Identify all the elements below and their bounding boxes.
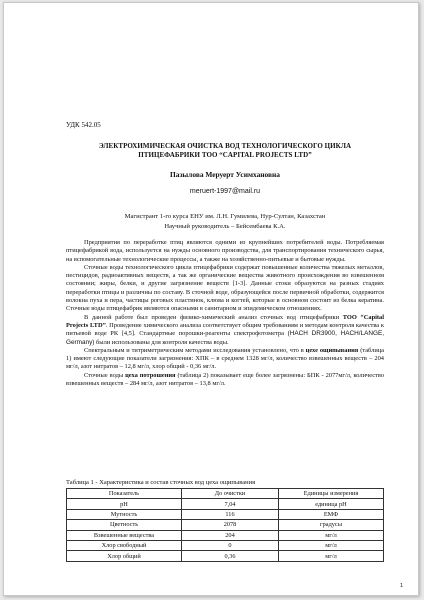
header-units: Единицы измерения [279, 489, 384, 499]
table-cell: ЕМФ [279, 509, 384, 519]
table-row [67, 520, 384, 530]
document-page [3, 2, 419, 596]
author-email: meruert-1997@mail.ru [189, 188, 261, 195]
paragraph-4-text: Спектральным и титриметрическим методами исследования установлено, что в [84, 346, 306, 354]
table-cell: 0,36 [182, 551, 279, 561]
paragraph-4 [66, 347, 384, 372]
table-cell: Хлор свободный [67, 540, 182, 550]
table-row [67, 509, 384, 519]
table-cell: мг/л [279, 551, 384, 561]
paragraph-1: Предприятия по переработке птиц являются одними из крупнейших потребителей воды. Потребляемая птицефабрикой вода, используется на нужды основного производства, для транспортирования технического сырья, на вспомогательные технологические процессы, а также на хозяйственно-питьевые и бытовые нужды. [66, 239, 384, 263]
paragraph-2: Сточные воды технологического цикла птицефабрики содержат повышенные количества тяжелых металлов, пестицидов, радиоактивных веществ, а так же органические вещества животного происхождения во взвешенном состоянии; жиры, белки, и другие загрязнение веществ [1-3]. Данные стоки образуются на разных стадиях переработки птицы и различны по составу. В сточной воде, образующейся после первичной обработки, содержится волокна пуха и пера, частицы роговых пластинок, клюва и когтей, которые в основном состоит из белка кератина. Сточные воды птицефабрик являются опасными в санитарном и эпидемическом отношениях. [66, 263, 384, 313]
table-row [67, 530, 384, 540]
table-cell: 7,04 [182, 499, 279, 509]
table-caption: Таблица 1 - Характеристика и состав сточных вод цеха ощипывания [66, 479, 256, 486]
table-cell: Цветность [67, 520, 182, 530]
table-cell: мг/л [279, 540, 384, 550]
paragraph-3 [66, 314, 384, 347]
plucking-shop: цехе ощипывания [305, 346, 359, 354]
header-indicator: Показатель [67, 489, 182, 499]
table-cell: мг/л [279, 530, 384, 540]
body-text [66, 239, 384, 388]
table-header-row [67, 489, 384, 499]
table-cell: единица рН [279, 499, 384, 509]
udk-code: УДК 542.05 [66, 121, 101, 129]
table-cell: 116 [182, 509, 279, 519]
title-line-1: ЭЛЕКТРОХИМИЧЕСКАЯ ОЧИСТКА ВОД ТЕХНОЛОГИЧЕСКОГО ЦИКЛА [98, 142, 352, 150]
paragraph-5 [66, 372, 384, 389]
table-cell: Хлор общий [67, 551, 182, 561]
page-number: 1 [400, 583, 404, 589]
gutting-shop: цеха потрошения [125, 371, 176, 379]
table-cell: 204 [182, 530, 279, 540]
table-cell: Взвешенные вещества [67, 530, 182, 540]
paragraph-3-text-3: были использованы для контроля качества воды. [94, 338, 229, 346]
wastewater-table [66, 488, 384, 562]
table-cell: pH [67, 499, 182, 509]
table-cell: градусы [279, 520, 384, 530]
title-line-2: ПТИЦЕФАБРИКИ ТОО “CAPITAL PROJECTS LTD” [138, 151, 312, 159]
table-cell: 2078 [182, 520, 279, 530]
paragraph-3-text-2: . Проведение химического анализа соответствует общим требованиям и методам контроля качества к питьевой воде РК [4,5]. Стандартные порошки-реагенты спектрофотометра [66, 321, 384, 338]
table-cell: Мутность [67, 509, 182, 519]
paper-title [66, 142, 384, 160]
paragraph-4-text-2: (таблица 1) имеют следующие показатели загрязнения: ХПК – в среднем 1328 мг/л, количество взвешенных веществ – 204 мг/л, азот нитратов – 12,8 мг/л, хлор общий - 0,36 мг/л. [66, 346, 384, 371]
table-row [67, 551, 384, 561]
paragraph-3-text: В данной работе был проведен физико-химический анализ сточных вод птицефабрики [84, 313, 343, 321]
paragraph-5-text: Сточные воды [84, 371, 126, 379]
table-row [67, 499, 384, 509]
affiliation-line-2: Научный руководитель – Бейсембаева К.А. [164, 223, 286, 230]
header-before: До очистки [182, 489, 279, 499]
table-row [67, 540, 384, 550]
author-name: Пазылова Меруерт Усимхановна [170, 170, 280, 179]
instrument-name: (HACH DR3900, HACH/LANGE, Germany) [66, 330, 384, 346]
paragraph-5-text-2: (таблица 2) показывает еще более загрязнены: БПК - 2077мг/л, количество взвешенных веществ – 284 мг/л, азот нитратов – 13,8 мг/л. [66, 371, 385, 388]
affiliation-line-1: Магистрант 1-го курса ЕНУ им. Л.Н. Гумилева, Нур-Султан, Казахстан [124, 213, 326, 220]
company-name: ТОО “Capital Projects LTD” [66, 313, 384, 329]
table-cell: 0 [182, 540, 279, 550]
affiliation [66, 212, 384, 232]
